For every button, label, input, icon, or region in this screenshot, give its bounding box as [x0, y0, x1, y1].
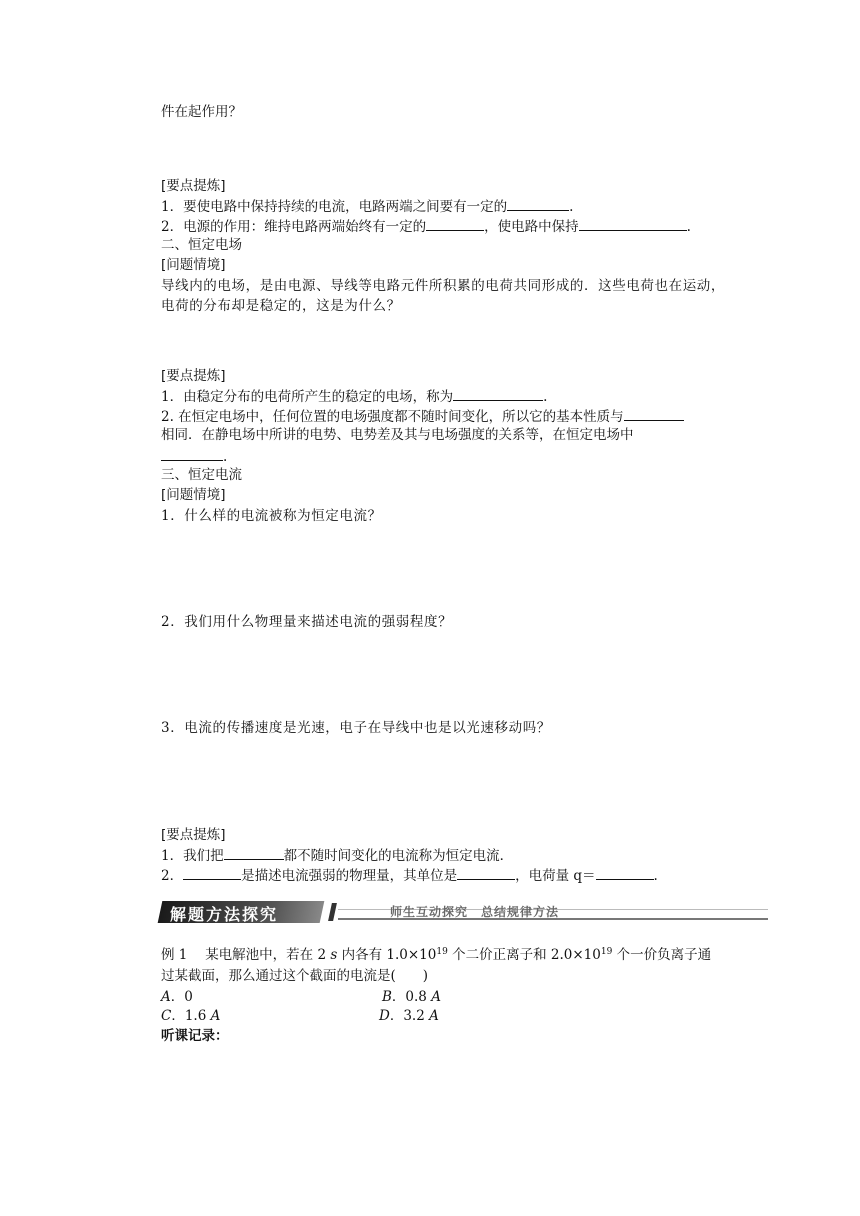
fill-blank[interactable]: [624, 406, 684, 421]
banner-divider: [328, 903, 337, 921]
key-points-label: [要点提炼]: [161, 178, 226, 194]
problem-context-label: [问题情境]: [161, 257, 226, 273]
option-a[interactable]: A．0: [161, 989, 193, 1005]
question-text-end: 件在起作用？: [161, 104, 242, 120]
fill-blank[interactable]: [161, 446, 223, 461]
question-1: 1．什么样的电流被称为恒定电流？: [161, 508, 382, 524]
problem-context-label: [问题情境]: [161, 487, 226, 503]
banner-title: 解题方法探究: [170, 905, 279, 924]
key-point-2-end: .: [161, 446, 227, 467]
fill-blank[interactable]: [224, 845, 284, 860]
option-d[interactable]: D．3.2 A: [379, 1008, 439, 1024]
key-point-1: 1．要使电路中保持持续的电流，电路两端之间要有一定的 .: [161, 196, 573, 217]
key-point-2: 2. 在恒定电场中，任何位置的电场强度都不随时间变化，所以它的基本性质与: [161, 406, 684, 427]
key-points-label: [要点提炼]: [161, 827, 226, 843]
fill-blank[interactable]: [426, 216, 484, 231]
banner-subtitle: 师生互动探究 总结规律方法: [390, 905, 560, 919]
key-point-2-cont: 相同．在静电场中所讲的电势、电势差及其与电场强度的关系等，在恒定电场中: [161, 427, 634, 443]
section-heading-constant-current: 三、恒定电流: [161, 467, 242, 483]
question-3: 3．电流的传播速度是光速，电子在导线中也是以光速移动吗？: [161, 720, 551, 736]
key-points-label: [要点提炼]: [161, 368, 226, 384]
question-2: 2．我们用什么物理量来描述电流的强弱程度？: [161, 614, 453, 630]
fill-blank[interactable]: [596, 865, 654, 880]
lecture-notes-label: 听课记录：: [161, 1028, 229, 1044]
fill-blank[interactable]: [453, 386, 543, 401]
key-point-2: 2． 是描述电流强弱的物理量，其单位是 ，电荷量 q＝ .: [161, 865, 658, 886]
option-c[interactable]: C．1.6 A: [161, 1008, 221, 1024]
section-heading-constant-field: 二、恒定电场: [161, 237, 242, 253]
key-point-2: 2．电源的作用：维持电路两端始终有一定的 ，使电路中保持 .: [161, 216, 691, 237]
example-1-stem: 例 1 某电解池中，若在 2 s 内各有 $1.0\times 10^{19}$ 个二价正离子和 $2.0\times 10^{19}$ 个一价负离子通: [161, 947, 712, 963]
option-b[interactable]: B．0.8 A: [382, 989, 441, 1005]
fill-blank[interactable]: [579, 216, 687, 231]
key-point-1: 1．由稳定分布的电荷所产生的稳定的电场，称为 .: [161, 386, 547, 407]
problem-context-text: 导线内的电场，是由电源、导线等电路元件所积累的电荷共同形成的．这些电荷也在运动，电荷的分布却是稳定的，这是为什么？: [161, 278, 725, 314]
key-point-1: 1．我们把 都不随时间变化的电流称为恒定电流．: [161, 845, 513, 866]
example-label: 例 1: [161, 947, 188, 963]
fill-blank[interactable]: [457, 865, 515, 880]
section-banner: [160, 899, 768, 925]
fill-blank[interactable]: [183, 865, 241, 880]
fill-blank[interactable]: [507, 196, 569, 211]
example-1-stem-cont: 过某截面，那么通过这个截面的电流是( ): [161, 968, 429, 984]
